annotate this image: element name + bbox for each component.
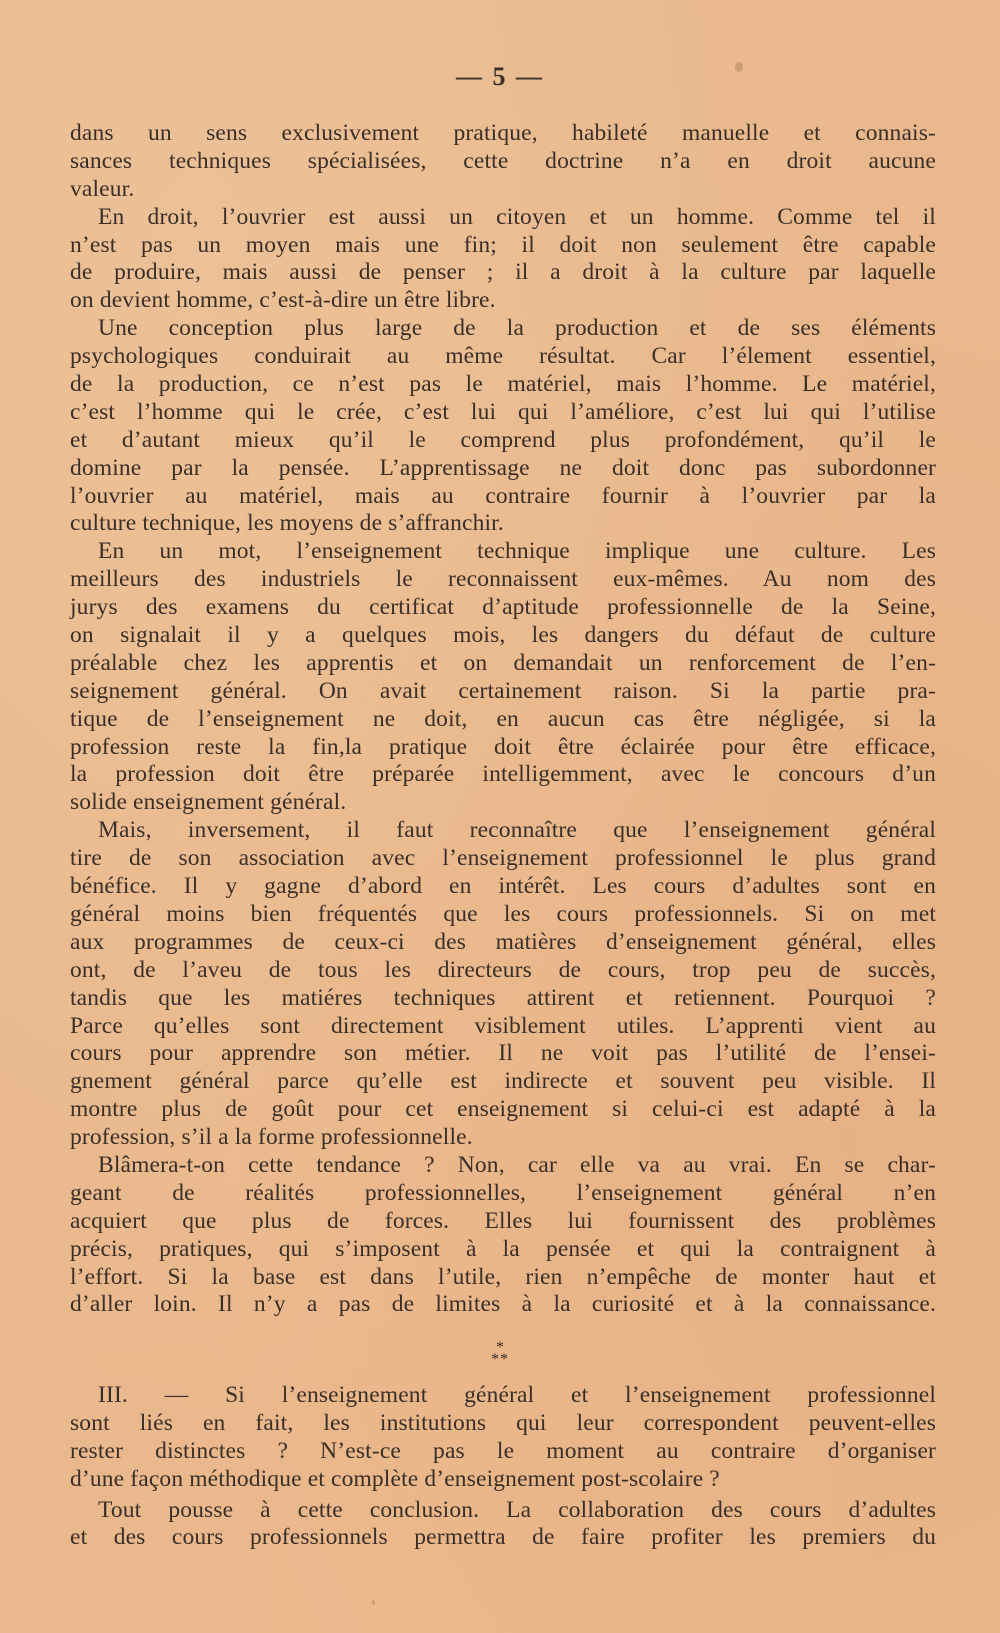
text-line: et d’autant mieux qu’il le comprend plus profondément, qu’il le bbox=[70, 426, 936, 453]
paragraph bbox=[70, 1497, 936, 1553]
text-line: la profession doit être préparée intelligemment, avec le concours d’un bbox=[70, 761, 936, 788]
paragraph bbox=[70, 315, 936, 538]
text-line: dans un sens exclusivement pratique, habileté manuelle et connais- bbox=[70, 120, 936, 146]
text-line: montre plus de goût pour cet enseignement si celui-ci est adapté à la bbox=[70, 1096, 936, 1123]
text-line: ont, de l’aveu de tous les directeurs de cours, trop peu de succès, bbox=[70, 956, 936, 983]
text-line: de la production, ce n’est pas le matériel, mais l’homme. Le matériel, bbox=[70, 371, 936, 398]
text-line: préalable chez les apprentis et on demandait un renforcement de l’en- bbox=[70, 649, 936, 676]
text-line: Blâmera-t-on cette tendance ? Non, car elle va au vrai. En se char- bbox=[98, 1151, 936, 1178]
text-line: solide enseignement général. bbox=[70, 789, 347, 816]
body-text bbox=[70, 120, 936, 1319]
text-line: cours pour apprendre son métier. Il ne voit pas l’utilité de l’ensei- bbox=[70, 1040, 936, 1067]
section-separator-asterism bbox=[0, 1339, 1000, 1368]
text-line: seignement général. On avait certainement raison. Si la partie pra- bbox=[70, 677, 936, 704]
paper-speck bbox=[735, 62, 743, 72]
text-line: III. — Si l’enseignement général et l’enseignement professionnel bbox=[98, 1382, 936, 1408]
paper-speck bbox=[372, 1600, 375, 1605]
text-line: sont liés en fait, les institutions qui leur correspondent peuvent-elles bbox=[70, 1409, 936, 1436]
asterism-bottom: ** bbox=[491, 1351, 509, 1368]
text-line: général moins bien fréquentés que les cours professionnels. Si on met bbox=[70, 900, 936, 927]
text-line: meilleurs des industriels le reconnaissent eux-mêmes. Au nom des bbox=[70, 566, 936, 593]
asterism-top: * bbox=[496, 1339, 504, 1356]
paragraph-section-heading bbox=[70, 1382, 936, 1494]
text-line: et des cours professionnels permettra de faire profiter les premiers du bbox=[70, 1524, 936, 1551]
text-line: d’aller loin. Il n’y a pas de limites à la curiosité et à la connaissance. bbox=[70, 1291, 936, 1318]
paragraph bbox=[70, 538, 936, 817]
text-line: Parce qu’elles sont directement visiblement utiles. L’apprenti vient au bbox=[70, 1012, 936, 1039]
text-line: valeur. bbox=[70, 175, 135, 202]
text-line: gnement général parce qu’elle est indirecte et souvent peu visible. Il bbox=[70, 1068, 936, 1095]
text-line: profession, s’il a la forme professionnelle. bbox=[70, 1124, 473, 1151]
text-line: profession reste la fin,la pratique doit être éclairée pour être efficace, bbox=[70, 733, 936, 760]
text-line: c’est l’homme qui le crée, c’est lui qui l’améliore, c’est lui qui l’utilise bbox=[70, 398, 936, 425]
text-line: on devient homme, c’est-à-dire un être libre. bbox=[70, 287, 496, 314]
text-line: sances techniques spécialisées, cette doctrine n’a en droit aucune bbox=[70, 147, 936, 174]
text-line: tique de l’enseignement ne doit, en aucun cas être négligée, si la bbox=[70, 705, 936, 732]
text-line: Mais, inversement, il faut reconnaître que l’enseignement général bbox=[98, 817, 936, 844]
section-iii bbox=[70, 1382, 936, 1552]
text-line: tire de son association avec l’enseignement professionnel le plus grand bbox=[70, 845, 936, 872]
text-line: rester distinctes ? N’est-ce pas le moment au contraire d’organiser bbox=[70, 1437, 936, 1464]
text-line: n’est pas un moyen mais une fin; il doit non seulement être capable bbox=[70, 231, 936, 258]
text-line: acquiert que plus de forces. Elles lui fournissent des problèmes bbox=[70, 1207, 936, 1234]
text-line: l’ouvrier au matériel, mais au contraire fournir à l’ouvrier par la bbox=[70, 482, 936, 509]
text-line: En un mot, l’enseignement technique implique une culture. Les bbox=[98, 538, 936, 565]
text-line: tandis que les matiéres techniques attirent et retiennent. Pourquoi ? bbox=[70, 984, 936, 1011]
paragraph-continuation bbox=[70, 120, 936, 204]
text-line: de produire, mais aussi de penser ; il a droit à la culture par laquelle bbox=[70, 259, 936, 286]
text-line: bénéfice. Il y gagne d’abord en intérêt. Les cours d’adultes sont en bbox=[70, 873, 936, 900]
text-line: Tout pousse à cette conclusion. La collaboration des cours d’adultes bbox=[98, 1496, 936, 1523]
text-line: aux programmes de ceux-ci des matières d’enseignement général, elles bbox=[70, 928, 936, 955]
text-line: En droit, l’ouvrier est aussi un citoyen et un homme. Comme tel il bbox=[98, 203, 936, 230]
text-line: d’une façon méthodique et complète d’enseignement post-scolaire ? bbox=[70, 1465, 720, 1492]
text-line: on signalait il y a quelques mois, les dangers du défaut de culture bbox=[70, 622, 936, 649]
text-line: Une conception plus large de la production et de ses éléments bbox=[98, 315, 936, 342]
paragraph bbox=[70, 817, 936, 1152]
text-line: jurys des examens du certificat d’aptitude professionnelle de la Seine, bbox=[70, 594, 936, 621]
text-line: précis, pratiques, qui s’imposent à la pensée et qui la contraignent à bbox=[70, 1235, 936, 1262]
text-line: psychologiques conduirait au même résultat. Car l’élement essentiel, bbox=[70, 343, 936, 370]
page-number: — 5 — bbox=[456, 62, 544, 91]
paragraph bbox=[70, 204, 936, 316]
paragraph bbox=[70, 1152, 936, 1319]
text-line: l’effort. Si la base est dans l’utile, rien n’empêche de monter haut et bbox=[70, 1263, 936, 1290]
text-line: geant de réalités professionnelles, l’enseignement général n’en bbox=[70, 1179, 936, 1206]
text-line: culture technique, les moyens de s’affranchir. bbox=[70, 510, 504, 537]
text-line: domine par la pensée. L’apprentissage ne doit donc pas subordonner bbox=[70, 454, 936, 481]
